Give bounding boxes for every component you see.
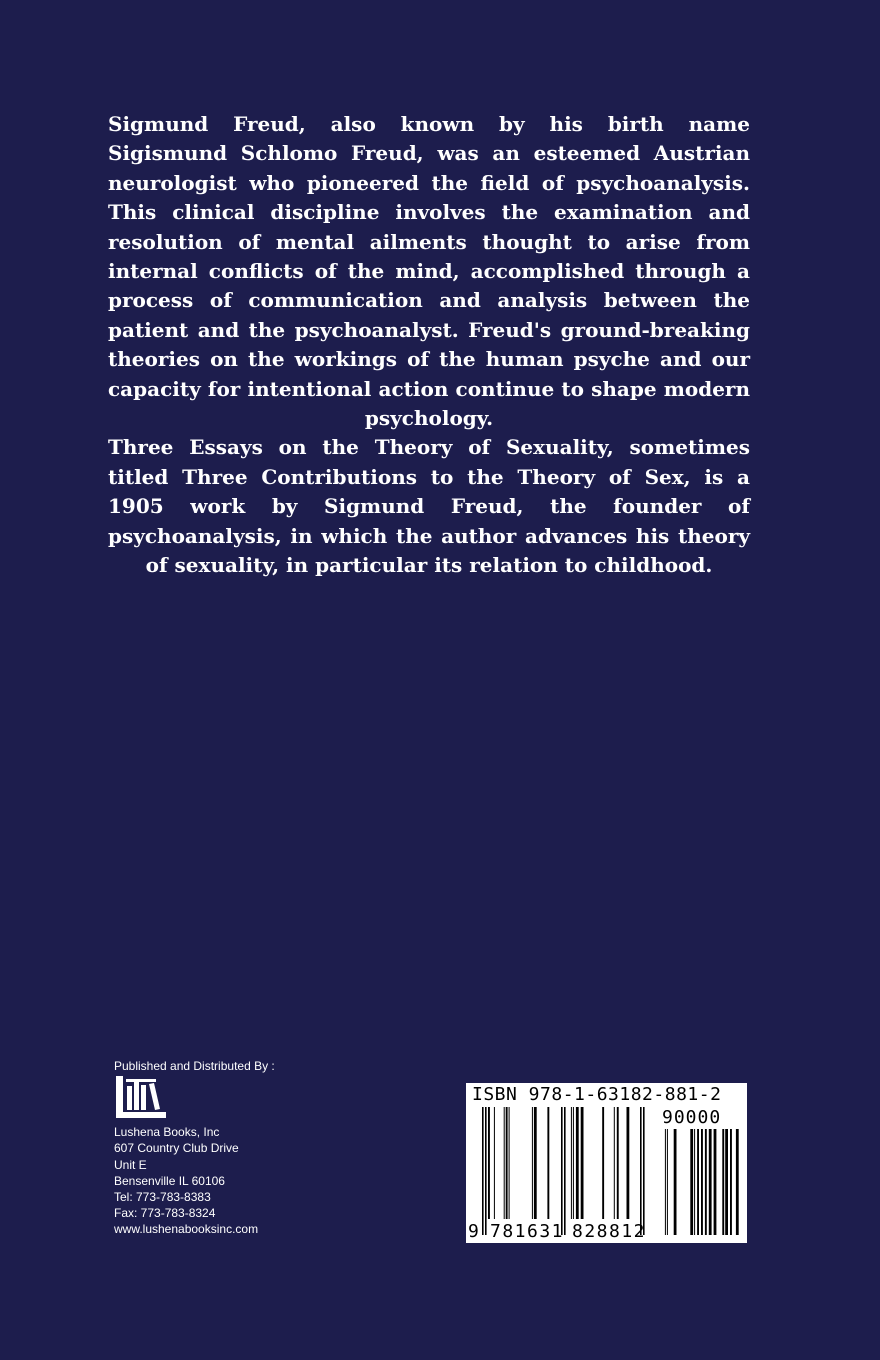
lushena-books-logo-icon xyxy=(114,1076,168,1120)
address-street: 607 Country Club Drive xyxy=(114,1141,239,1156)
blurb-paragraph-1: Sigmund Freud, also known by his birth name Sigismund Schlomo Freud, was an esteemed Austrian neurologist who pioneered the field of psychoanalysis. This clinical discipline involves the examination and resolution of mental ailments thought to arise from internal conflicts of the mind, accomplished through a process of communication and analysis between the patient and the psychoanalyst. Freud's ground-breaking theories on the workings of the human psyche and our capacity for intentional action continue to shape modern psychology. xyxy=(108,112,750,431)
barcode-left-digits: 781631 xyxy=(490,1221,565,1242)
publisher-info xyxy=(114,1058,414,1238)
barcode-lead-digit: 9 xyxy=(468,1221,479,1242)
publisher-website: www.lushenabooksinc.com xyxy=(114,1222,259,1237)
publisher-name: Lushena Books, Inc xyxy=(114,1125,220,1140)
address-unit: Unit E xyxy=(114,1157,147,1172)
blurb-paragraph-2: Three Essays on the Theory of Sexuality, sometimes titled Three Contributions to the Theory of Sex, is a 1905 work by Sigmund Freud, the founder of psychoanalysis, in which the author advances his theory of sexuality, in particular its relation to childhood. xyxy=(108,435,750,578)
barcode-right-digits: 828812 xyxy=(572,1221,647,1242)
publisher-address xyxy=(114,1124,414,1237)
publisher-heading: Published and Distributed By : xyxy=(114,1059,275,1073)
publisher-fax: Fax: 773-783-8324 xyxy=(114,1206,216,1221)
back-cover-blurb xyxy=(108,110,750,581)
isbn-label: ISBN 978-1-63182-881-2 xyxy=(472,1084,722,1105)
barcode-addon-code: 90000 xyxy=(662,1107,722,1128)
isbn-barcode xyxy=(466,1083,747,1243)
address-city: Bensenville IL 60106 xyxy=(114,1173,225,1188)
publisher-phone: Tel: 773-783-8383 xyxy=(114,1190,211,1205)
